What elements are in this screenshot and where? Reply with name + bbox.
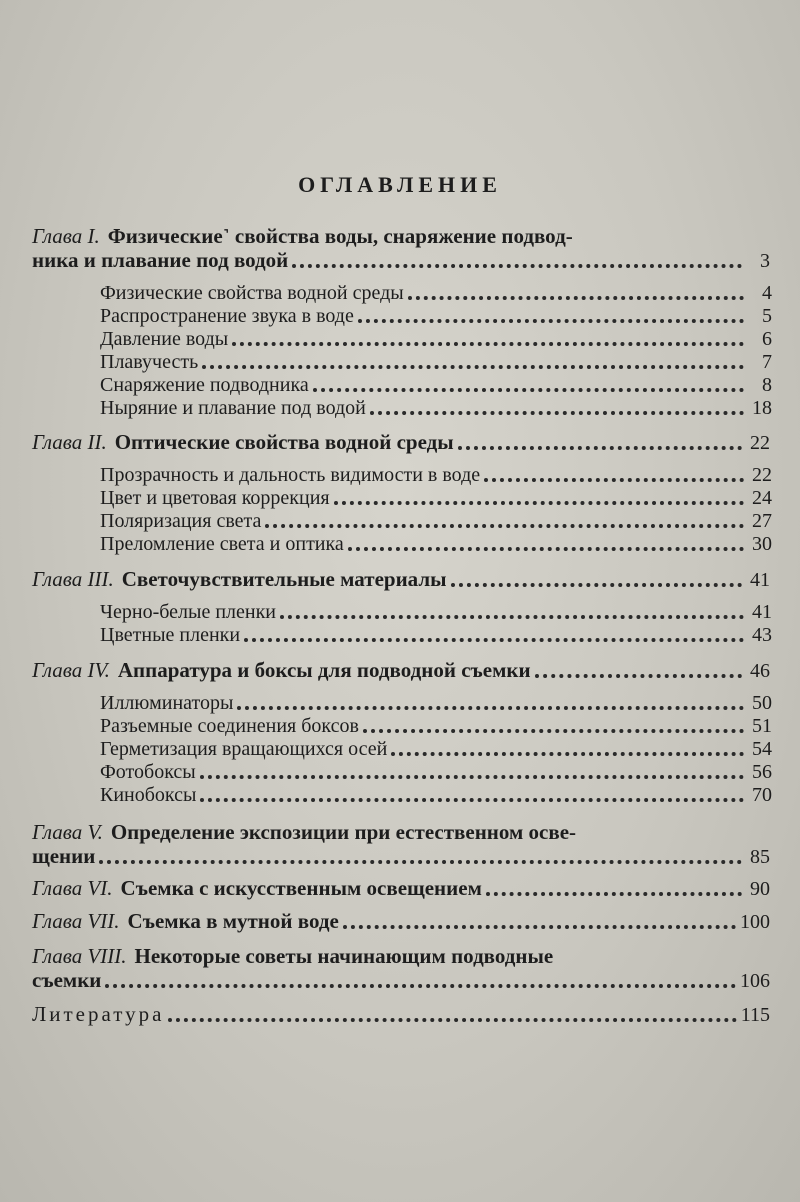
section-title: Физические свойства водной среды (100, 282, 404, 304)
leader-dots (280, 611, 744, 619)
chapter-label: Глава VIII. (32, 944, 127, 968)
page-number: 106 (740, 970, 770, 992)
leader-dots (334, 497, 744, 505)
chapter-title: Съемка в мутной воде (127, 909, 339, 933)
page-number: 90 (750, 878, 770, 900)
page-number: 51 (752, 715, 772, 737)
chapter-title-cont: ника и плавание под водой (32, 248, 289, 272)
chapter-label: Глава IV. (32, 658, 110, 682)
page-number: 43 (752, 624, 772, 646)
chapter-label: Глава I. (32, 224, 100, 248)
chapter-title: Аппаратура и боксы для подводной съемки (117, 658, 531, 682)
section-title: Распространение звука в воде (100, 305, 354, 327)
toc-section (100, 305, 772, 328)
chapter-label: Глава VII. (32, 909, 120, 933)
page-number: 22 (750, 432, 770, 454)
page-number: 6 (762, 328, 772, 350)
chapter-label: Глава III. (32, 567, 114, 591)
toc-section (100, 784, 772, 807)
chapter-label: Глава VI. (32, 876, 113, 900)
chapter-title: Определение экспозиции при естественном осве- (110, 820, 577, 844)
leader-dots (232, 338, 744, 346)
leader-dots (358, 315, 744, 323)
page-number: 7 (762, 351, 772, 373)
section-title: Поляризация света (100, 510, 262, 532)
toc-section (100, 624, 772, 647)
chapter-7-heading (32, 909, 770, 934)
section-title: Цвет и цветовая коррекция (100, 487, 330, 509)
section-title: Разъемные соединения боксов (100, 715, 359, 737)
leader-dots (458, 442, 742, 450)
section-title: Цветные пленки (100, 624, 241, 646)
page-number: 3 (760, 250, 770, 272)
page-number: 50 (752, 692, 772, 714)
section-title: Герметизация вращающихся осей (100, 738, 388, 760)
toc-section (100, 374, 772, 397)
leader-dots (343, 921, 736, 929)
toc-section (100, 397, 772, 420)
chapter-title: Светочувствительные материалы (121, 567, 447, 591)
section-title: Снаряжение подводника (100, 374, 309, 396)
section-title: Черно-белые пленки (100, 601, 277, 623)
literature-entry (32, 1002, 770, 1027)
chapter-title-cont: съемки (32, 968, 102, 992)
leader-dots (202, 361, 744, 369)
leader-dots (486, 888, 742, 896)
chapter-title: Оптические свойства водной среды (114, 430, 454, 454)
page-number: 115 (740, 1004, 770, 1026)
section-title: Давление воды (100, 328, 229, 350)
section-title: Преломление света и оптика (100, 533, 344, 555)
section-title: Иллюминаторы (100, 692, 234, 714)
page-number: 100 (740, 911, 770, 933)
chapter-6-heading (32, 876, 770, 901)
leader-dots (105, 980, 736, 988)
leader-dots (370, 407, 744, 415)
section-title: Ныряние и плавание под водой (100, 397, 366, 419)
toc-section (100, 510, 772, 533)
page-title: ОГЛАВЛЕНИЕ (298, 172, 502, 197)
toc-section (100, 692, 772, 715)
toc-section (100, 715, 772, 738)
chapter-4-heading (32, 658, 770, 683)
leader-dots (484, 474, 744, 482)
page-number: 46 (750, 660, 770, 682)
chapter-1-heading (32, 224, 770, 249)
section-title: Прозрачность и дальность видимости в воде (100, 464, 481, 486)
leader-dots (292, 260, 742, 268)
page-number: 5 (762, 305, 772, 327)
chapter-5-heading (32, 820, 770, 845)
leader-dots (313, 384, 744, 392)
chapter-3-heading (32, 567, 770, 592)
chapter-1-heading-cont (32, 248, 770, 273)
chapter-2-heading (32, 430, 770, 455)
leader-dots (391, 748, 744, 756)
chapter-label: Глава II. (32, 430, 107, 454)
leader-dots (244, 634, 744, 642)
page-number: 4 (762, 282, 772, 304)
chapter-8-heading (32, 944, 770, 969)
page-number: 41 (750, 569, 770, 591)
chapter-title-cont: щении (32, 844, 96, 868)
page-number: 27 (752, 510, 772, 532)
page-number: 41 (752, 601, 772, 623)
leader-dots (408, 292, 744, 300)
page-number: 24 (752, 487, 772, 509)
leader-dots (237, 702, 744, 710)
toc-section (100, 601, 772, 624)
leader-dots (451, 579, 742, 587)
leader-dots (363, 725, 744, 733)
toc-section (100, 328, 772, 351)
page-number: 8 (762, 374, 772, 396)
literature-title: Литература (32, 1002, 165, 1026)
page-number: 18 (752, 397, 772, 419)
leader-dots (265, 520, 744, 528)
page-number: 85 (750, 846, 770, 868)
page-number: 70 (752, 784, 772, 806)
toc-section (100, 464, 772, 487)
toc-section (100, 351, 772, 374)
toc-section (100, 282, 772, 305)
section-title: Кинобоксы (100, 784, 197, 806)
leader-dots (200, 794, 744, 802)
toc-section (100, 487, 772, 510)
leader-dots (99, 856, 742, 864)
chapter-8-heading-cont (32, 968, 770, 993)
page-number: 56 (752, 761, 772, 783)
leader-dots (535, 670, 742, 678)
chapter-title: Съемка с искусственным освещением (120, 876, 482, 900)
toc-section (100, 738, 772, 761)
leader-dots (348, 543, 744, 551)
toc-section (100, 761, 772, 784)
chapter-label: Глава V. (32, 820, 103, 844)
section-title: Плавучесть (100, 351, 199, 373)
chapter-title: Некоторые советы начинающим подводные (134, 944, 554, 968)
chapter-title: Физические˺ свойства воды, снаряжение подвод- (107, 224, 573, 248)
section-title: Фотобоксы (100, 761, 196, 783)
leader-dots (200, 771, 744, 779)
toc-section (100, 533, 772, 556)
leader-dots (168, 1014, 736, 1022)
page-number: 22 (752, 464, 772, 486)
page-number: 54 (752, 738, 772, 760)
page-number: 30 (752, 533, 772, 555)
chapter-5-heading-cont (32, 844, 770, 869)
